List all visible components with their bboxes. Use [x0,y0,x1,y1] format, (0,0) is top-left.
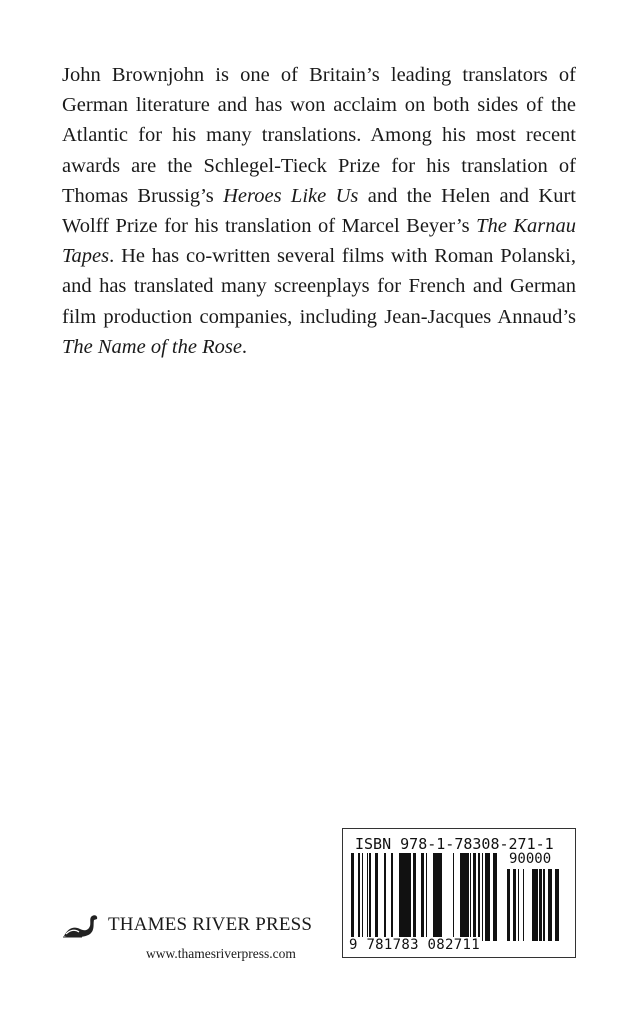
bio-text-1: John Brownjohn is one of Britain’s leading translators of German literature and has won acclaim on both sides of the Atlantic for his many translations. Among his most recent awards are the Schlegel-Tieck Prize for his translation of Thomas Brussig’s [62,64,576,207]
publisher-block [62,912,332,972]
ean-digits: 9 781783 082711 [349,937,480,953]
bio-text-2: and the Helen and Kurt Wolff Prize for his translation of Marcel Beyer’s [62,184,576,238]
isbn-barcode [342,828,576,958]
publisher-url: www.thamesriverpress.com [146,946,296,961]
isbn-label: ISBN 978-1-78308-271-1 [355,835,554,853]
publisher-name: THAMES RIVER PRESS [108,914,313,935]
ean-barcode-bars [351,853,497,941]
book-title-name-of-the-rose: The Name of the Rose [62,335,242,358]
bio-text-3: . He has co-written several films with Roman Polanski, and has translated many screenplays for French and German film production companies, including Jean-Jacques Annaud’s [62,245,576,328]
publisher-line [62,912,332,938]
author-bio [62,60,576,362]
bio-text-4: . [241,335,248,358]
addon-barcode-bars [507,869,565,941]
book-title-heroes-like-us: Heroes Like Us [223,184,359,207]
swan-icon [62,912,102,938]
book-title-karnau-tapes: The Karnau Tapes [62,215,576,268]
price-code: 90000 [509,851,552,867]
